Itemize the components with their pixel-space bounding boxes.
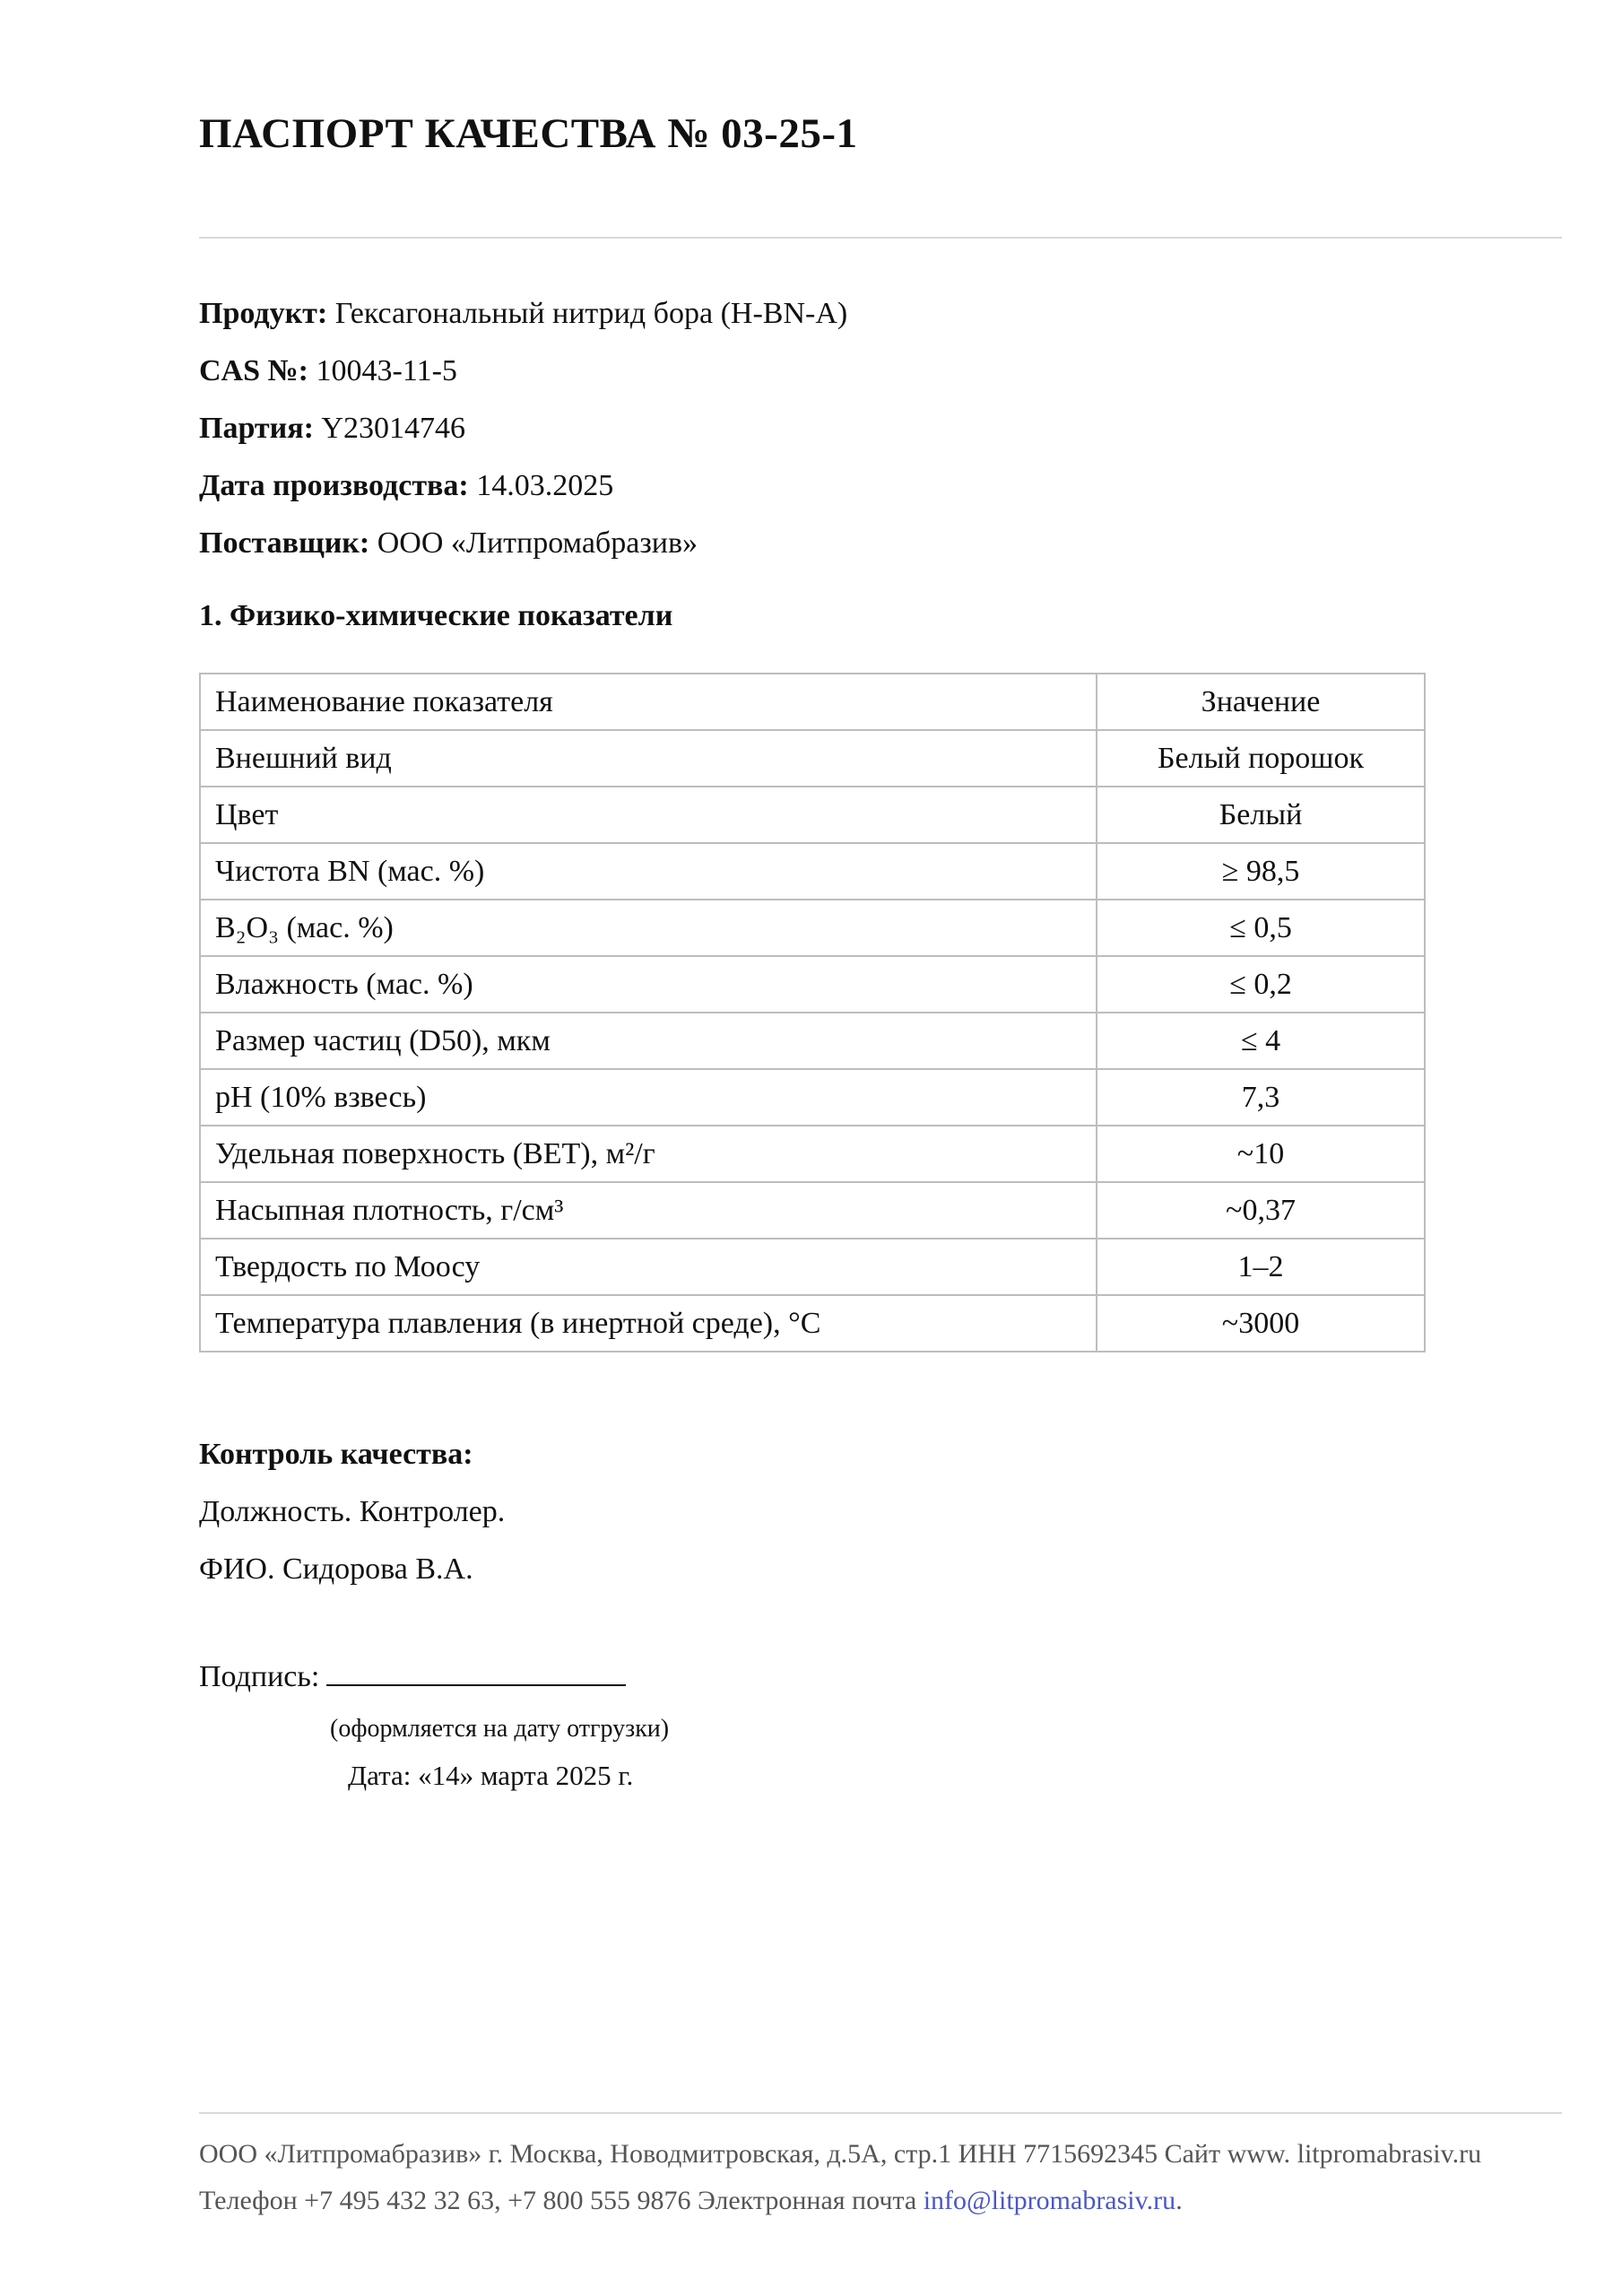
row-name: Чистота BN (мас. %) bbox=[200, 843, 1097, 900]
table-row bbox=[200, 956, 1425, 1013]
header-divider bbox=[199, 237, 1562, 239]
footer bbox=[199, 2131, 1481, 2224]
row-value: 1–2 bbox=[1097, 1239, 1425, 1295]
table-row bbox=[200, 1295, 1425, 1352]
row-value: ≤ 0,5 bbox=[1097, 900, 1425, 956]
footer-address: ООО «Литпромабразив» г. Москва, Новодмитровская, д.5А, стр.1 ИНН 7715692345 Сайт www. litpromabrasiv.ru bbox=[199, 2139, 1482, 2169]
product-line bbox=[199, 285, 847, 343]
row-value: Белый порошок bbox=[1097, 730, 1425, 787]
row-name: Удельная поверхность (BET), м²/г bbox=[200, 1126, 1097, 1182]
product-label: Продукт: bbox=[199, 297, 328, 330]
production-date-line bbox=[199, 457, 847, 515]
column-header-name: Наименование показателя bbox=[200, 674, 1097, 730]
row-name: pH (10% взвесь) bbox=[200, 1069, 1097, 1126]
column-header-value: Значение bbox=[1097, 674, 1425, 730]
row-name: Насыпная плотность, г/см³ bbox=[200, 1182, 1097, 1239]
supplier-line bbox=[199, 515, 847, 572]
signature-date: Дата: «14» марта 2025 г. bbox=[348, 1760, 634, 1791]
footer-email-link[interactable]: info@litpromabrasiv.ru bbox=[923, 2186, 1176, 2215]
supplier-value: ООО «Литпромабразив» bbox=[377, 526, 698, 560]
row-name: Температура плавления (в инертной среде), °С bbox=[200, 1295, 1097, 1352]
table-row bbox=[200, 1182, 1425, 1239]
table-row bbox=[200, 843, 1425, 900]
batch-label: Партия: bbox=[199, 412, 314, 445]
footer-contacts bbox=[199, 2178, 1481, 2224]
signature-note: (оформляется на дату отгрузки) bbox=[330, 1715, 670, 1743]
quality-control bbox=[199, 1426, 505, 1598]
row-value: ≥ 98,5 bbox=[1097, 843, 1425, 900]
table-row bbox=[200, 730, 1425, 787]
controller-position: Должность. Контролер. bbox=[199, 1495, 506, 1528]
supplier-label: Поставщик: bbox=[199, 526, 370, 560]
section-title: 1. Физико-химические показатели bbox=[199, 599, 673, 632]
table-row bbox=[200, 1126, 1425, 1182]
parameters-table bbox=[199, 673, 1426, 1352]
production-date-value: 14.03.2025 bbox=[476, 469, 614, 502]
batch-value: Y23014746 bbox=[321, 412, 465, 445]
row-name: Цвет bbox=[200, 787, 1097, 843]
row-value: 7,3 bbox=[1097, 1069, 1425, 1126]
signature-label: Подпись: bbox=[199, 1660, 320, 1693]
table-row bbox=[200, 1013, 1425, 1069]
cas-line bbox=[199, 343, 847, 400]
row-value: ~0,37 bbox=[1097, 1182, 1425, 1239]
signature-line bbox=[199, 1657, 626, 1694]
controller-name: ФИО. Сидорова В.А. bbox=[199, 1552, 473, 1586]
row-value: Белый bbox=[1097, 787, 1425, 843]
row-name: Влажность (мас. %) bbox=[200, 956, 1097, 1013]
row-value: ≤ 4 bbox=[1097, 1013, 1425, 1069]
footer-divider bbox=[199, 2112, 1562, 2114]
row-name: B₂O₃ (мас. %) bbox=[200, 900, 1097, 956]
document-title: ПАСПОРТ КАЧЕСТВА № 03-25-1 bbox=[199, 110, 858, 157]
product-info bbox=[199, 285, 847, 572]
quality-control-title: Контроль качества: bbox=[199, 1438, 473, 1471]
table-row bbox=[200, 900, 1425, 956]
signature-blank bbox=[326, 1657, 626, 1686]
table-row bbox=[200, 1239, 1425, 1295]
row-value: ~10 bbox=[1097, 1126, 1425, 1182]
table-row bbox=[200, 787, 1425, 843]
cas-value: 10043-11-5 bbox=[316, 354, 457, 387]
batch-line bbox=[199, 400, 847, 457]
row-name: Размер частиц (D50), мкм bbox=[200, 1013, 1097, 1069]
production-date-label: Дата производства: bbox=[199, 469, 469, 502]
footer-phones: Телефон +7 495 432 32 63, +7 800 555 9876 Электронная почта bbox=[199, 2186, 924, 2215]
cas-label: CAS №: bbox=[199, 354, 309, 387]
row-name: Твердость по Моосу bbox=[200, 1239, 1097, 1295]
row-name: Внешний вид bbox=[200, 730, 1097, 787]
table-row bbox=[200, 1069, 1425, 1126]
table-header-row bbox=[200, 674, 1425, 730]
row-value: ~3000 bbox=[1097, 1295, 1425, 1352]
product-value: Гексагональный нитрид бора (H-BN-A) bbox=[334, 297, 848, 330]
row-value: ≤ 0,2 bbox=[1097, 956, 1425, 1013]
footer-period: . bbox=[1175, 2186, 1183, 2215]
